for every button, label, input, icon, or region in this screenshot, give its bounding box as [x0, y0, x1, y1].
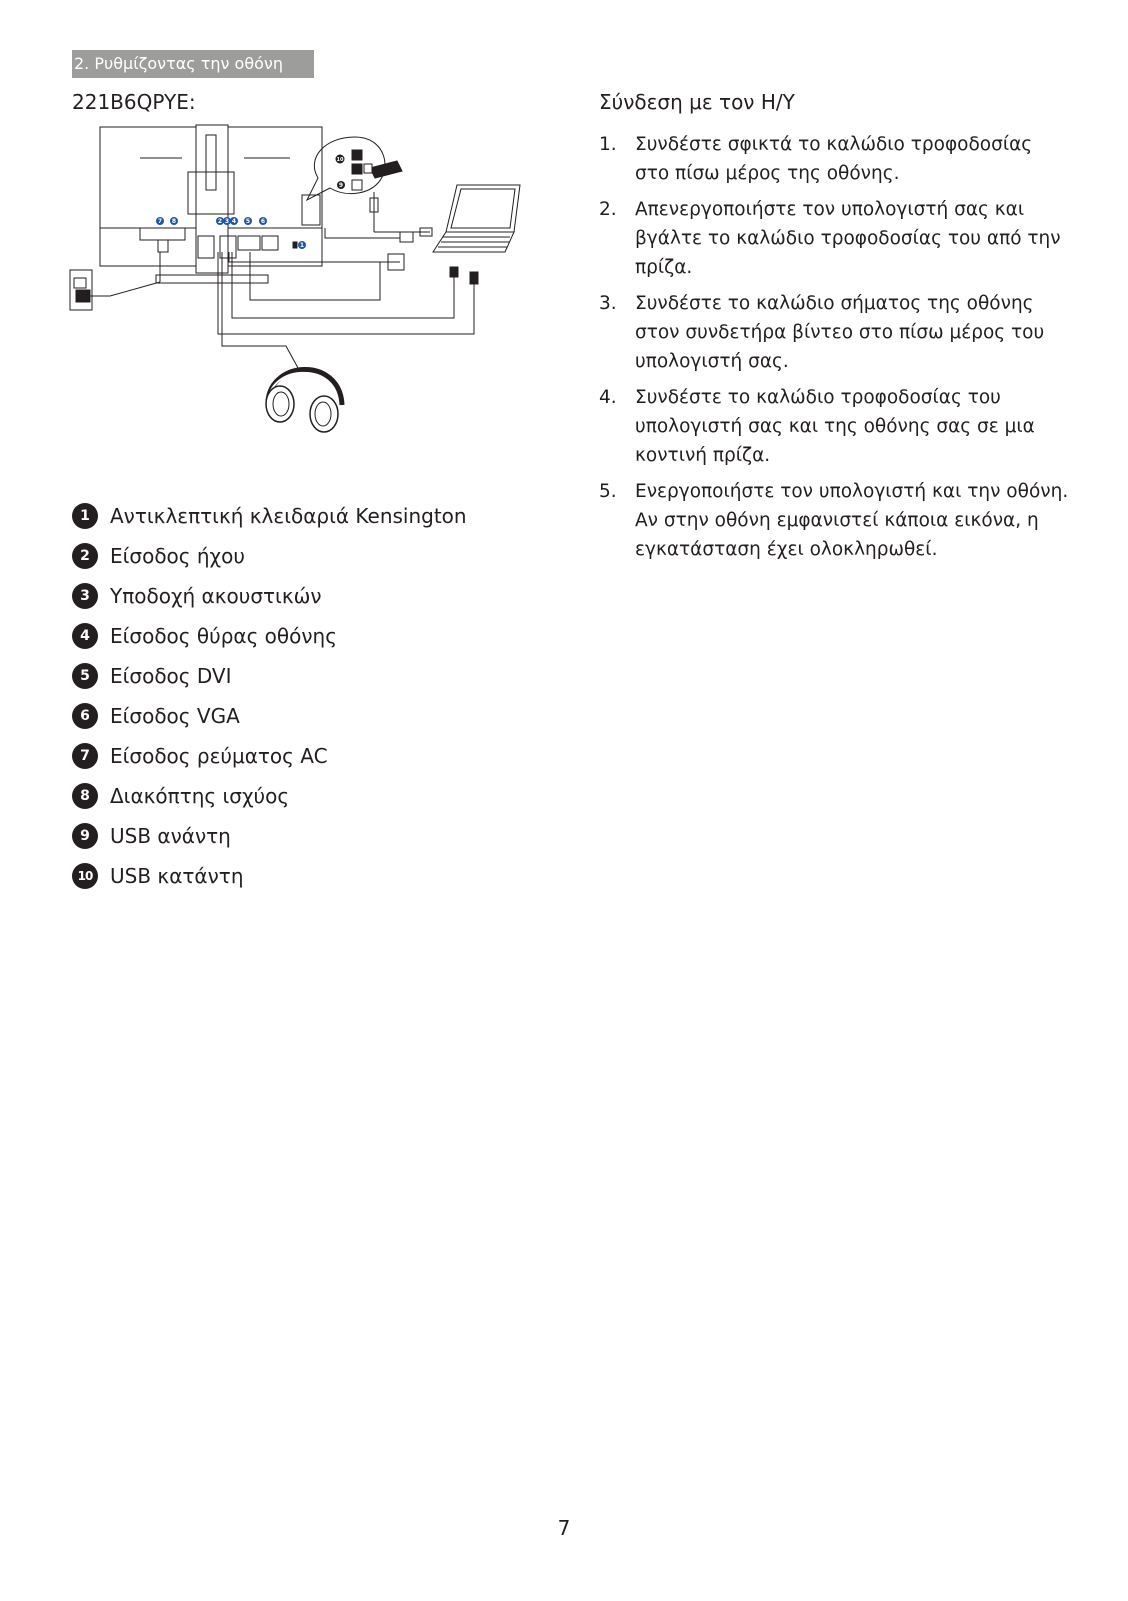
step-text: Συνδέστε σφικτά το καλώδιο τροφοδοσίας στο πίσω μέρος της οθόνης. [635, 134, 1033, 184]
legend-item [72, 696, 467, 736]
callout-5: 5 [245, 218, 251, 225]
connection-diagram [66, 120, 552, 450]
legend-label: Αντικλεπτική κλειδαριά Kensington [110, 504, 467, 528]
step-text: Απενεργοποιήστε τον υπολογιστή σας και βγάλτε το καλώδιο τροφοδοσίας του από την πρίζα. [635, 199, 1061, 278]
step-text: Συνδέστε το καλώδιο σήματος της οθόνης στον συνδετήρα βίντεο στο πίσω μέρος του υπολογιστή σας. [635, 293, 1045, 372]
step-number: 1. [599, 134, 617, 155]
pc-connection-section [599, 88, 1069, 571]
headphones-illustration [266, 369, 342, 432]
callout-9: 9 [338, 182, 344, 189]
legend-number: 1 [72, 503, 98, 529]
legend-number: 3 [72, 583, 98, 609]
legend-number: 10 [72, 863, 98, 889]
legend-label: Είσοδος ήχου [110, 544, 245, 568]
section-heading: Σύνδεση με τον Η/Υ [599, 90, 795, 114]
legend-number: 6 [72, 703, 98, 729]
callout-8: 8 [171, 218, 177, 225]
callout-4: 4 [231, 218, 237, 225]
port-legend [72, 496, 467, 896]
legend-number: 9 [72, 823, 98, 849]
callout-2: 2 [217, 218, 223, 225]
legend-label: Είσοδος VGA [110, 704, 240, 728]
legend-item [72, 736, 467, 776]
legend-label: Υποδοχή ακουστικών [110, 584, 322, 608]
wall-outlet-illustration [70, 270, 92, 310]
legend-label: Είσοδος θύρας οθόνης [110, 624, 337, 648]
legend-item [72, 816, 467, 856]
step-item [599, 383, 1069, 470]
legend-item [72, 656, 467, 696]
legend-number: 7 [72, 743, 98, 769]
step-number: 5. [599, 481, 617, 502]
stand-base [156, 275, 268, 283]
model-title: 221B6QPYE: [72, 90, 196, 114]
usb-stick [364, 161, 402, 178]
step-item [599, 195, 1069, 282]
callout-7: 7 [157, 218, 163, 225]
legend-number: 2 [72, 543, 98, 569]
legend-label: Είσοδος DVI [110, 664, 232, 688]
connection-steps [599, 130, 1069, 564]
callout-10: 10 [336, 157, 344, 163]
step-number: 2. [599, 199, 617, 220]
legend-item [72, 536, 467, 576]
step-item [599, 130, 1069, 188]
legend-label: USB ανάντη [110, 824, 231, 848]
legend-item [72, 776, 467, 816]
legend-label: Είσοδος ρεύματος AC [110, 744, 328, 768]
step-item [599, 477, 1069, 564]
callout-6: 6 [260, 218, 266, 225]
page-number: 7 [557, 1516, 571, 1540]
laptop-illustration [433, 185, 520, 252]
legend-number: 8 [72, 783, 98, 809]
section-label: 2. Ρυθμίζοντας την οθόνη [72, 50, 314, 78]
legend-item [72, 496, 467, 536]
callout-3: 3 [224, 218, 230, 225]
callout-1: 1 [299, 242, 305, 249]
legend-item [72, 856, 467, 896]
step-text: Ενεργοποιήστε τον υπολογιστή και την οθόνη. Αν στην οθόνη εμφανιστεί κάποια εικόνα, η εγκατάσταση έχει ολοκληρωθεί. [635, 481, 1069, 560]
step-number: 4. [599, 387, 617, 408]
legend-number: 5 [72, 663, 98, 689]
step-text: Συνδέστε το καλώδιο τροφοδοσίας του υπολογιστή σας και της οθόνης σας σε μια κοντινή πρίζα. [635, 387, 1035, 466]
legend-label: Διακόπτης ισχύος [110, 784, 290, 808]
legend-label: USB κατάντη [110, 864, 244, 888]
legend-number: 4 [72, 623, 98, 649]
step-item [599, 289, 1069, 376]
legend-item [72, 576, 467, 616]
legend-item [72, 616, 467, 656]
step-number: 3. [599, 293, 617, 314]
